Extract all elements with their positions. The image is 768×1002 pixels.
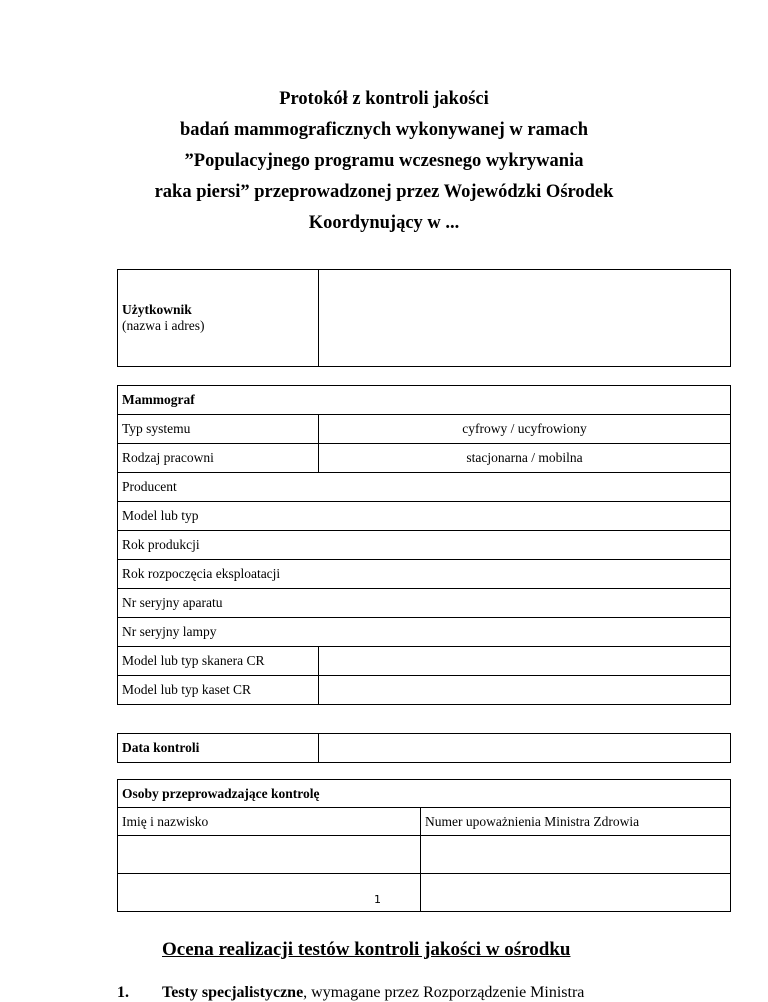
title-line-1: Protokół z kontroli jakości: [279, 89, 489, 109]
inspector-number-cell[interactable]: [421, 836, 731, 874]
item-number: 1.: [117, 984, 129, 1001]
operation-start-year-label[interactable]: Rok rozpoczęcia eksploatacji: [118, 560, 731, 589]
tube-serial-label[interactable]: Nr seryjny lampy: [118, 618, 731, 647]
production-year-label[interactable]: Rok produkcji: [118, 531, 731, 560]
inspection-date-label: Data kontroli: [118, 734, 319, 763]
cr-scanner-model-label: Model lub typ skanera CR: [118, 647, 319, 676]
table-row: [118, 531, 731, 560]
model-label[interactable]: Model lub typ: [118, 502, 731, 531]
item-bold-text: Testy specjalistyczne: [162, 984, 304, 1001]
user-label-cell: [118, 270, 319, 367]
document-title: [0, 84, 768, 239]
table-row: [118, 560, 731, 589]
user-table: [117, 269, 731, 367]
producer-label[interactable]: Producent: [118, 473, 731, 502]
lab-type-value[interactable]: stacjonarna / mobilna: [319, 444, 731, 473]
mammograph-table: [117, 385, 731, 705]
section-item-1: [117, 984, 584, 1002]
table-row: [118, 647, 731, 676]
table-row: [118, 444, 731, 473]
table-row: [118, 618, 731, 647]
item-text: , wymagane przez Rozporządzenie Ministra: [303, 984, 585, 1001]
page-number: 1: [374, 893, 381, 906]
inspectors-table: [117, 779, 731, 912]
table-row: [118, 502, 731, 531]
table-row: [118, 874, 731, 912]
system-type-label: Typ systemu: [118, 415, 319, 444]
table-row: [118, 415, 731, 444]
table-row: [118, 836, 731, 874]
inspection-date-table: [117, 733, 731, 763]
lab-type-label: Rodzaj pracowni: [118, 444, 319, 473]
inspector-number-cell[interactable]: [421, 874, 731, 912]
table-row: [118, 589, 731, 618]
section-heading: Ocena realizacji testów kontroli jakości w ośrodku: [162, 939, 571, 960]
cr-cassette-model-value[interactable]: [319, 676, 731, 705]
cr-cassette-model-label: Model lub typ kaset CR: [118, 676, 319, 705]
user-label: Użytkownik: [122, 302, 192, 317]
title-line-5: Koordynujący w ...: [308, 213, 460, 233]
table-row: [118, 676, 731, 705]
inspection-date-value[interactable]: [319, 734, 731, 763]
mammograph-header: Mammograf: [118, 386, 731, 415]
authorization-number-column-header: Numer upoważnienia Ministra Zdrowia: [421, 808, 731, 836]
title-line-4: raka piersi” przeprowadzonej przez Wojewódzki Ośrodek: [154, 182, 614, 202]
user-sublabel: (nazwa i adres): [122, 318, 205, 333]
name-column-header: Imię i nazwisko: [118, 808, 421, 836]
title-line-3: ”Populacyjnego programu wczesnego wykrywania: [184, 151, 584, 171]
user-value-cell[interactable]: [319, 270, 731, 367]
inspectors-header: Osoby przeprowadzające kontrolę: [118, 780, 731, 808]
system-type-value[interactable]: cyfrowy / ucyfrowiony: [319, 415, 731, 444]
device-serial-label[interactable]: Nr seryjny aparatu: [118, 589, 731, 618]
title-line-2: badań mammograficznych wykonywanej w ramach: [179, 120, 588, 140]
cr-scanner-model-value[interactable]: [319, 647, 731, 676]
inspector-name-cell[interactable]: [118, 836, 421, 874]
table-row: [118, 473, 731, 502]
